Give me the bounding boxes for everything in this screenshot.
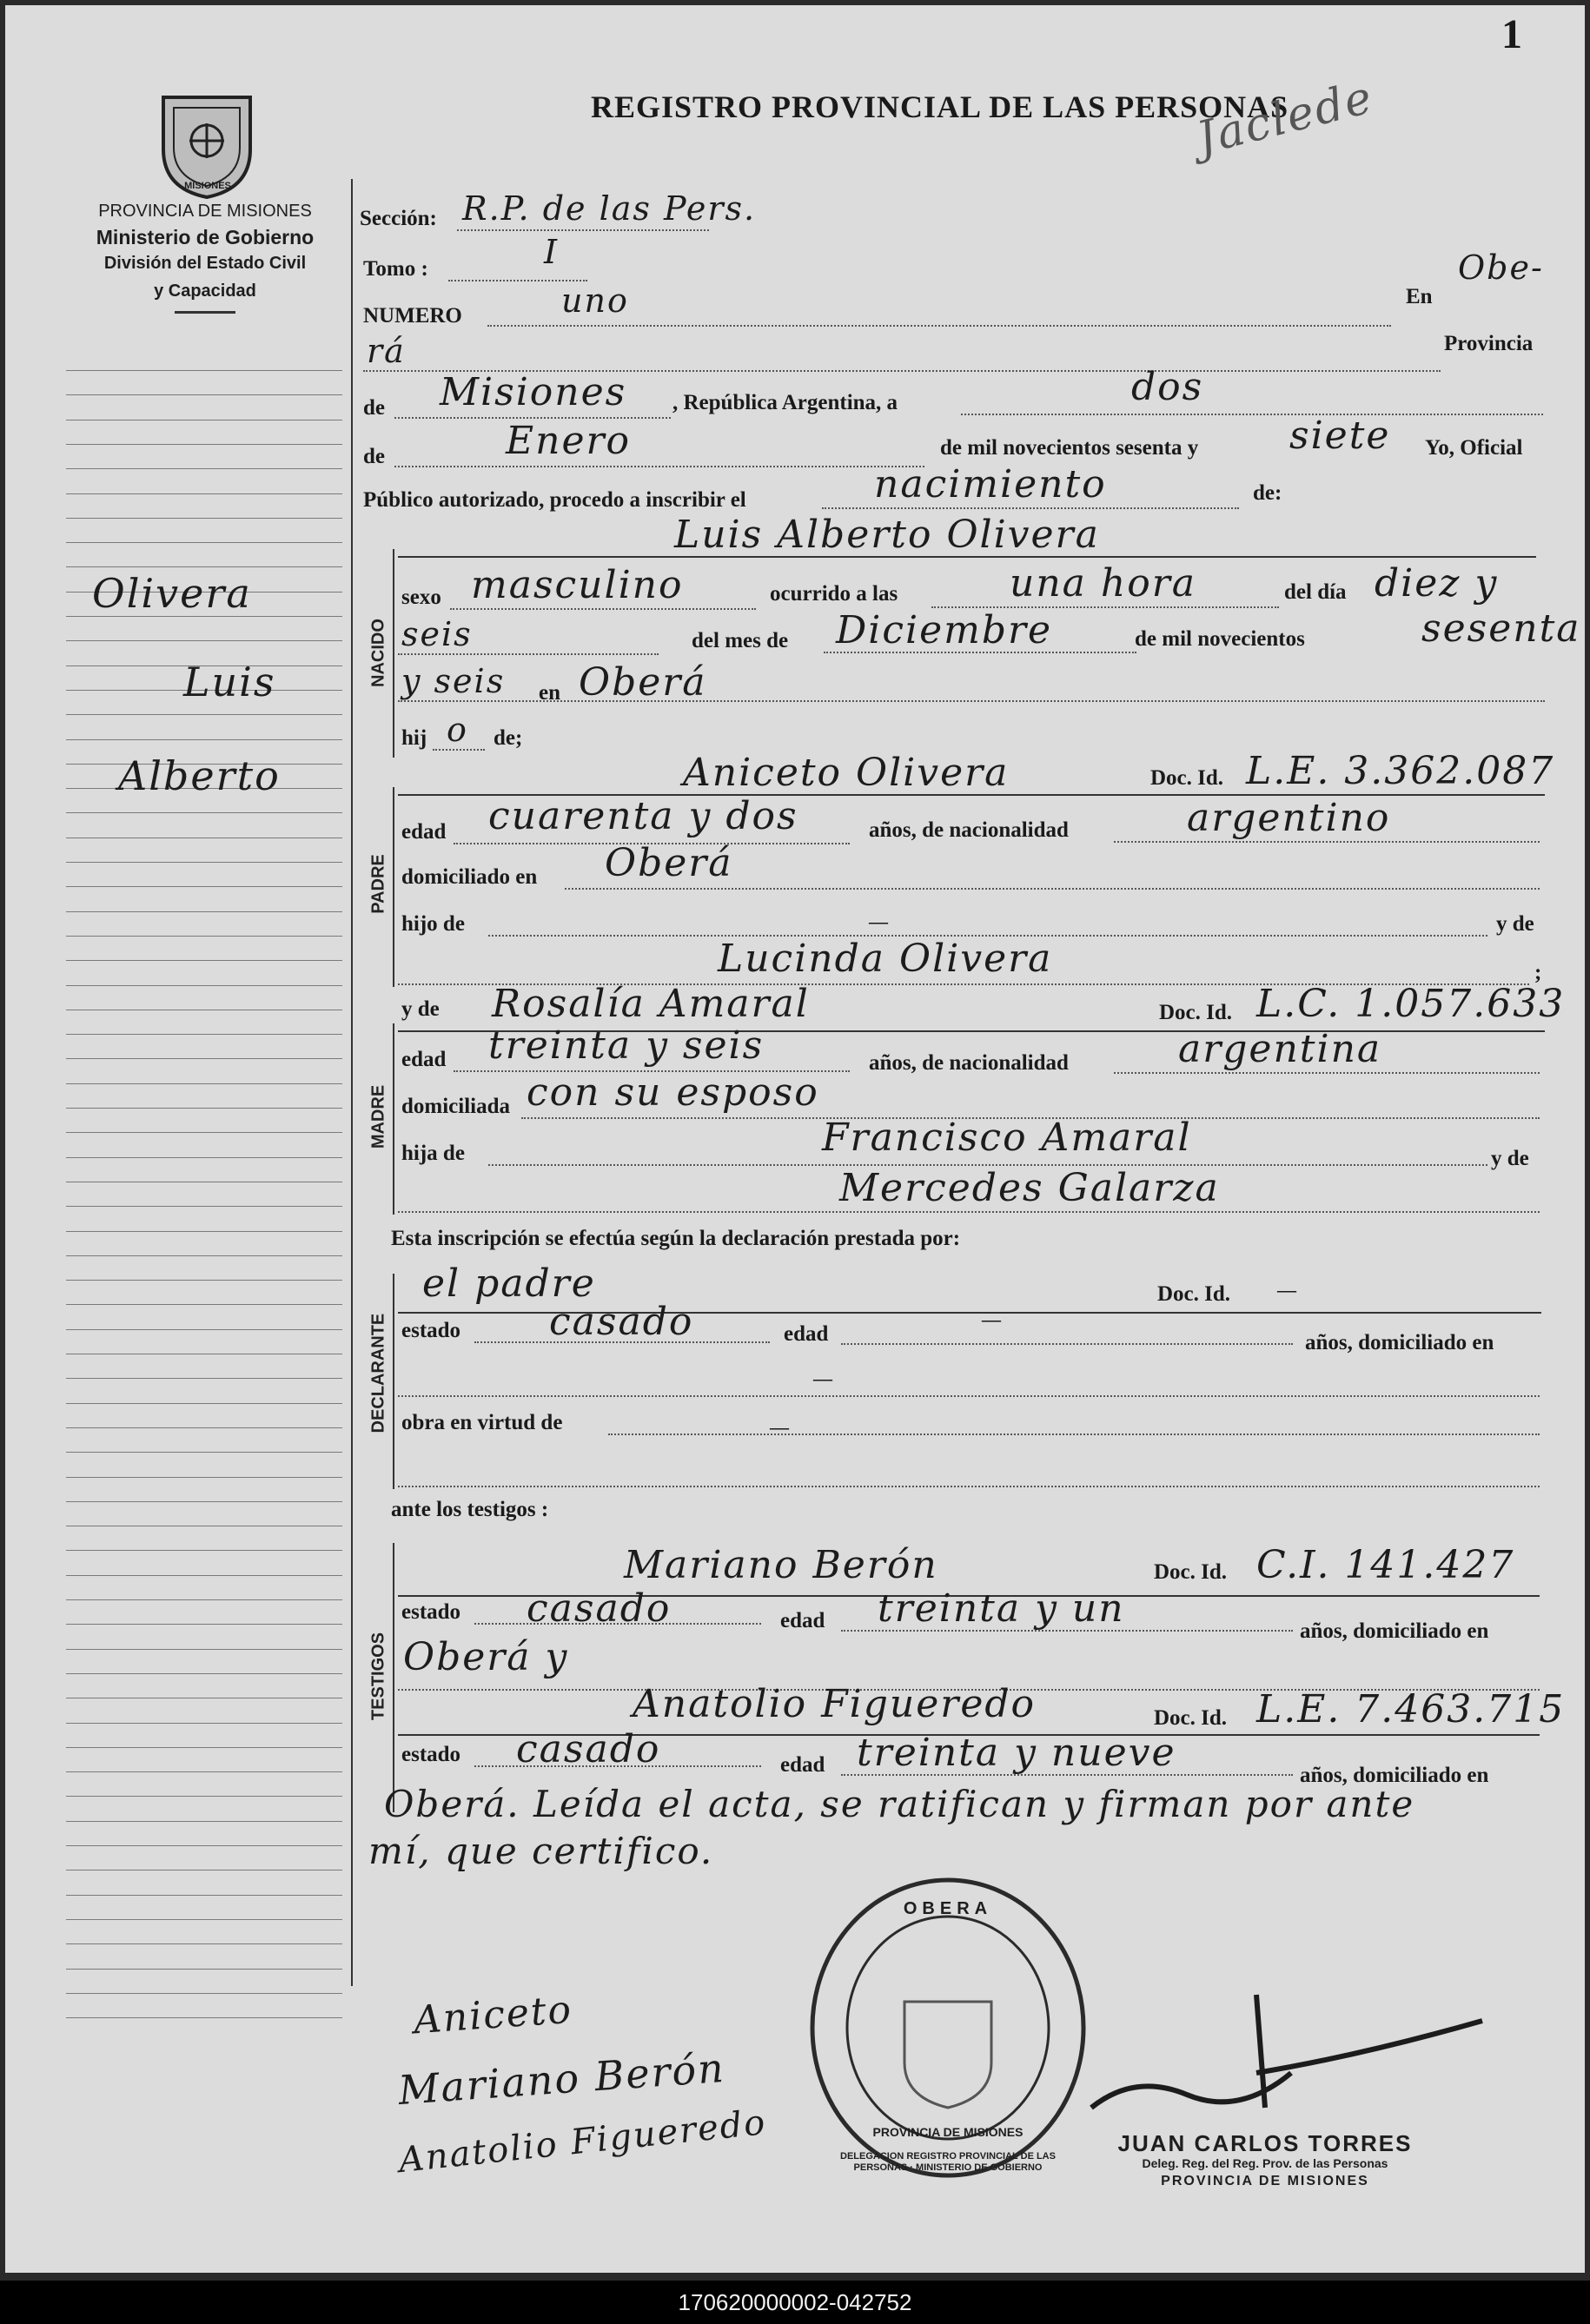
value-declarante: el padre — [422, 1261, 596, 1306]
official-signature — [1083, 1977, 1491, 2134]
label-testigo2-edad: edad — [780, 1753, 825, 1777]
line-obra — [608, 1433, 1540, 1435]
value-padre-doc: L.E. 3.362.087 — [1246, 749, 1555, 793]
margin-rule-line — [66, 1919, 342, 1920]
margin-rule-line — [66, 1771, 342, 1772]
margin-rule-line — [66, 1157, 342, 1158]
margin-rule-line — [66, 1550, 342, 1551]
margin-rule-line — [66, 1575, 342, 1576]
margin-rule-line — [66, 1796, 342, 1797]
margin-rule-line — [66, 1255, 342, 1256]
margin-surname: Olivera — [92, 570, 252, 617]
value-declarante-edad: — — [982, 1308, 1001, 1330]
closing-line-2: mí, que certifico. — [368, 1830, 714, 1872]
label-testigo1-doc: Doc. Id. — [1154, 1560, 1228, 1584]
margin-rule-line — [66, 518, 342, 519]
margin-rule-line — [66, 1329, 342, 1330]
closing-line-1: Oberá. Leída el acta, se ratifican y firman por ante — [384, 1783, 1415, 1825]
document-title: REGISTRO PROVINCIAL DE LAS PERSONAS — [591, 89, 1289, 124]
margin-rule — [351, 179, 353, 1986]
value-madre-edad: treinta y seis — [488, 1023, 765, 1068]
label-hij: hij — [401, 726, 427, 750]
margin-rule-line — [66, 1895, 342, 1896]
label-padre-doc: Doc. Id. — [1150, 766, 1224, 790]
label-madre-edad: edad — [401, 1048, 447, 1071]
label-testigo1-estado: estado — [401, 1600, 461, 1624]
bracket-madre — [393, 1023, 394, 1215]
margin-rule-line — [66, 911, 342, 912]
label-del-mes: del mes de — [692, 629, 789, 652]
value-sexo: masculino — [471, 563, 684, 607]
label-de-provincia: de — [363, 396, 385, 420]
line-madre-nac — [1114, 1072, 1540, 1074]
line-dia-nac — [398, 653, 659, 655]
margin-rule-line — [66, 1378, 342, 1379]
value-declarante-dom: — — [813, 1367, 832, 1389]
label-provincia: Provincia — [1444, 332, 1534, 355]
value-dia-nac-2: seis — [401, 615, 473, 653]
line-dia — [961, 414, 1543, 415]
label-mil-novecientos: de mil novecientos sesenta y — [940, 436, 1199, 460]
value-testigo1-nombre: Mariano Berón — [624, 1543, 938, 1587]
line-abuela-materna — [398, 1211, 1540, 1213]
margin-rule-line — [66, 739, 342, 740]
value-anio-nac-1: sesenta — [1421, 606, 1581, 651]
label-tomo: Tomo : — [363, 257, 428, 281]
value-tomo: I — [544, 233, 560, 271]
margin-rule-line — [66, 370, 342, 371]
value-testigo1-estado: casado — [527, 1586, 672, 1631]
value-padre-edad: cuarenta y dos — [488, 794, 798, 838]
value-acto: nacimiento — [874, 462, 1107, 507]
signature-1: Aniceto — [412, 1987, 574, 2043]
label-padre-nac: años, de nacionalidad — [869, 818, 1069, 842]
value-padre-dom: Oberá — [605, 841, 733, 885]
margin-rule-line — [66, 1231, 342, 1232]
label-seccion: Sección: — [360, 207, 437, 230]
value-anio-nac-2: y seis — [401, 662, 506, 700]
line-mes — [394, 466, 924, 467]
label-testigo2-anos: años, domiciliado en — [1300, 1764, 1489, 1787]
top-handwritten-note: Jaclede — [1191, 70, 1379, 166]
margin-rule-line — [66, 1501, 342, 1502]
bracket-testigos — [393, 1543, 394, 1812]
line-declarante-edad — [841, 1343, 1293, 1345]
value-testigo2-estado: casado — [516, 1727, 661, 1771]
value-testigo2-edad: treinta y nueve — [857, 1731, 1176, 1775]
section-nacido: NACIDO — [368, 619, 388, 687]
margin-rule-line — [66, 1969, 342, 1970]
stamp-ring-text: DELEGACION REGISTRO PROVINCIAL DE LAS PERSONAS · MINISTERIO DE GOBIERNO — [840, 2151, 1056, 2173]
province-label: PROVINCIA DE MISIONES — [98, 202, 312, 221]
label-de-mil: de mil novecientos — [1135, 627, 1305, 651]
label-yo-oficial: Yo, Oficial — [1425, 436, 1523, 460]
label-numero: NUMERO — [363, 304, 462, 328]
line-declarante-dom — [398, 1395, 1540, 1397]
value-seccion: R.P. de las Pers. — [462, 189, 757, 228]
margin-rule-line — [66, 1993, 342, 1994]
stamp-province: PROVINCIA DE MISIONES — [872, 2125, 1024, 2139]
label-madre-y-de: y de — [401, 997, 440, 1021]
line-lugar-nac — [398, 700, 1545, 702]
label-republica: , República Argentina, a — [672, 391, 898, 414]
section-declarante: DECLARANTE — [368, 1313, 388, 1433]
label-de-semicolon: de; — [494, 726, 523, 750]
label-declarante-doc: Doc. Id. — [1157, 1282, 1231, 1306]
value-madre-dom: con su esposo — [527, 1070, 819, 1115]
stamp-city: OBERA — [903, 1899, 993, 1918]
label-padre-y-de: y de — [1496, 912, 1534, 936]
margin-rule-line — [66, 985, 342, 986]
line-obra-2 — [398, 1486, 1540, 1487]
line-sexo — [450, 608, 756, 610]
margin-first-name: Luis — [183, 659, 276, 705]
margin-rule-line — [66, 886, 342, 887]
label-testigo1-anos: años, domiciliado en — [1300, 1619, 1489, 1643]
value-mes: Enero — [506, 419, 632, 463]
margin-rule-line — [66, 1845, 342, 1846]
value-abuela-paterna: Lucinda Olivera — [718, 937, 1053, 981]
label-obra: obra en virtud de — [401, 1411, 563, 1434]
division-label: División del Estado Civil — [103, 254, 307, 273]
value-abuelo-materno: Francisco Amaral — [822, 1116, 1192, 1160]
margin-rule-line — [66, 1452, 342, 1453]
value-nombre: Luis Alberto Olivera — [674, 513, 1100, 557]
label-declarante-anos: años, domiciliado en — [1305, 1331, 1494, 1354]
label-de-colon: de: — [1253, 481, 1282, 505]
label-semicolon: ; — [1534, 961, 1542, 984]
value-hora: una hora — [1010, 561, 1196, 606]
label-madre-y-de-2: y de — [1491, 1147, 1529, 1170]
margin-rule-line — [66, 1723, 342, 1724]
line-numero — [487, 325, 1391, 327]
label-hija-de: hija de — [401, 1142, 465, 1165]
value-dia: dos — [1131, 365, 1204, 409]
label-declaracion: Esta inscripción se efectúa según la declaración prestada por: — [391, 1227, 961, 1250]
label-testigo2-doc: Doc. Id. — [1154, 1706, 1228, 1730]
margin-rule-line — [66, 1108, 342, 1109]
signature-2: Mariano Berón — [396, 2043, 727, 2115]
value-madre-nac: argentina — [1178, 1027, 1382, 1071]
official-name: JUAN CARLOS TORRES — [1117, 2130, 1413, 2156]
section-madre: MADRE — [368, 1084, 388, 1149]
margin-rule-line — [66, 1599, 342, 1600]
margin-rule-line — [66, 1624, 342, 1625]
page-number: 1 — [1501, 11, 1522, 57]
official-province: PROVINCIA DE MISIONES — [1161, 2174, 1369, 2188]
section-padre: PADRE — [368, 854, 388, 914]
label-madre-doc: Doc. Id. — [1159, 1001, 1233, 1024]
label-madre-nac: años, de nacionalidad — [869, 1051, 1069, 1075]
label-testigos: ante los testigos : — [391, 1498, 549, 1521]
label-testigo2-estado: estado — [401, 1743, 461, 1766]
margin-rule-line — [66, 493, 342, 494]
label-testigo1-edad: edad — [780, 1609, 825, 1632]
value-dia-nac-1: diez y — [1375, 561, 1499, 606]
margin-rule-line — [66, 468, 342, 469]
label-madre-dom: domiciliada — [401, 1095, 511, 1118]
divider — [175, 311, 235, 314]
margin-rule-line — [66, 444, 342, 445]
margin-rule-line — [66, 862, 342, 863]
value-madre-nombre: Rosalía Amaral — [492, 982, 810, 1026]
document-page — [5, 5, 1585, 2273]
value-testigo1-doc: C.I. 141.427 — [1256, 1543, 1515, 1587]
label-de-mes: de — [363, 445, 385, 468]
margin-rule-line — [66, 1206, 342, 1207]
label-hijo-de: hijo de — [401, 912, 465, 936]
label-del-dia: del día — [1284, 580, 1347, 604]
bracket-padre — [393, 787, 394, 987]
line-padre-dom — [565, 888, 1540, 890]
line-acto — [822, 507, 1239, 509]
value-madre-doc: L.C. 1.057.633 — [1256, 982, 1566, 1026]
margin-rule-line — [66, 394, 342, 395]
margin-rule-line — [66, 714, 342, 715]
value-hij-suffix: o — [447, 711, 468, 749]
margin-rule-line — [66, 1673, 342, 1674]
footer-id: 170620000002-042752 — [0, 2281, 1590, 2324]
ministry-label: Ministerio de Gobierno — [96, 226, 315, 248]
margin-rule-line — [66, 1477, 342, 1478]
margin-rule-line — [66, 1943, 342, 1944]
label-declarante-estado: estado — [401, 1319, 461, 1342]
value-declarante-obra: — — [770, 1416, 789, 1438]
value-padre-nombre: Aniceto Olivera — [683, 751, 1010, 795]
margin-rule-line — [66, 1821, 342, 1822]
line-padre-nac — [1114, 841, 1540, 843]
value-abuela-materna: Mercedes Galarza — [839, 1166, 1220, 1210]
bracket-nacido — [393, 549, 394, 758]
signature-3: Anatolio Figueredo — [396, 2102, 769, 2182]
label-ocurrido: ocurrido a las — [770, 582, 898, 606]
margin-rule-line — [66, 936, 342, 937]
value-testigo2-doc: L.E. 7.463.715 — [1256, 1687, 1566, 1731]
value-mes-nac: Diciembre — [836, 608, 1053, 652]
bracket-declarante — [393, 1274, 394, 1489]
margin-rule-line — [66, 1403, 342, 1404]
label-en: En — [1406, 285, 1433, 308]
label-padre-dom: domiciliado en — [401, 865, 538, 889]
label-padre-edad: edad — [401, 820, 447, 844]
value-testigo2-nombre: Anatolio Figueredo — [633, 1682, 1037, 1726]
value-padre-hijo-de: — — [869, 910, 888, 932]
official-title: Deleg. Reg. del Reg. Prov. de las Personas — [1142, 2156, 1388, 2170]
margin-rule-line — [66, 1058, 342, 1059]
margin-rule-line — [66, 2017, 342, 2018]
margin-rule-line — [66, 1132, 342, 1133]
value-provincia: Misiones — [440, 370, 627, 414]
margin-rule-line — [66, 812, 342, 813]
label-declarante-edad: edad — [784, 1322, 829, 1346]
value-declarante-estado: casado — [549, 1300, 694, 1344]
value-anio: siete — [1289, 414, 1391, 458]
margin-rule-line — [66, 542, 342, 543]
margin-rule-line — [66, 566, 342, 567]
value-declarante-doc: — — [1277, 1279, 1296, 1301]
margin-rule-line — [66, 640, 342, 641]
margin-rule-line — [66, 960, 342, 961]
margin-rule-line — [66, 1083, 342, 1084]
value-testigo1-edad: treinta y un — [878, 1586, 1125, 1631]
value-city-part1: Obe- — [1458, 248, 1544, 287]
line-seccion — [457, 229, 709, 231]
capacity-label: y Capacidad — [154, 281, 256, 301]
value-numero: uno — [561, 281, 629, 320]
margin-rule-line — [66, 1747, 342, 1748]
value-lugar-nac: Oberá — [579, 660, 707, 705]
label-en-small: en — [539, 681, 560, 705]
value-city-part2: rá — [367, 332, 406, 370]
margin-rule-line — [66, 1034, 342, 1035]
value-padre-nac: argentino — [1187, 796, 1391, 840]
margin-second-name: Alberto — [118, 752, 281, 799]
margin-rule-line — [66, 1280, 342, 1281]
section-testigos: TESTIGOS — [368, 1632, 388, 1721]
margin-rule-line — [66, 1649, 342, 1650]
value-testigo1-dom: Oberá y — [403, 1635, 569, 1679]
seal-text: MISIONES — [184, 181, 231, 191]
label-sexo: sexo — [401, 586, 441, 609]
margin-rule-line — [66, 1427, 342, 1428]
line-hij — [433, 749, 485, 751]
margin-rule-line — [66, 1304, 342, 1305]
label-publico: Público autorizado, procedo a inscribir el — [363, 488, 746, 512]
